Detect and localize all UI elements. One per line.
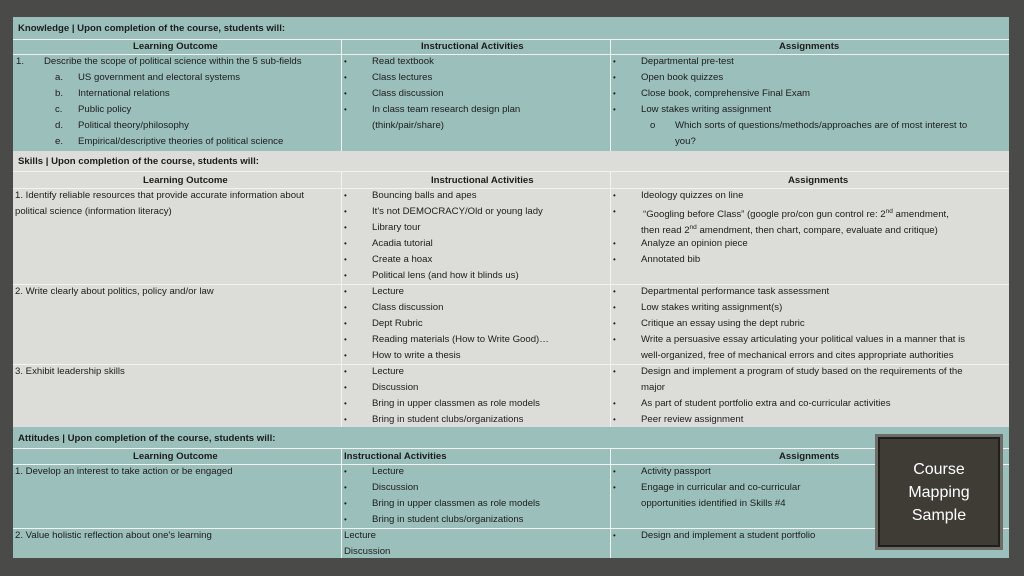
- bullet: •: [613, 531, 616, 540]
- attitudes-header-activities: Instructional Activities: [344, 451, 447, 462]
- assignment-item-continued: opportunities identified in Skills #4: [641, 498, 786, 509]
- outcome-sub-letter: a.: [55, 72, 64, 83]
- attitudes-header-outcome: Learning Outcome: [133, 451, 218, 462]
- bullet: •: [344, 105, 347, 114]
- activity-item: Discussion: [372, 382, 419, 393]
- card-title-line: Sample: [911, 506, 967, 524]
- activity-item: Political lens (and how it blinds us): [372, 270, 519, 281]
- bullet: •: [613, 467, 616, 476]
- bullet: •: [613, 335, 616, 344]
- bullet: •: [344, 303, 347, 312]
- assignment-item-continued: then read 2nd amendment, then chart, compare, evaluate and critique): [641, 224, 938, 236]
- knowledge-header-activities: Instructional Activities: [421, 41, 524, 52]
- bullet: •: [613, 191, 616, 200]
- skills-title: Skills | Upon completion of the course, students will:: [18, 156, 259, 167]
- skills-outcome-2: 2. Write clearly about politics, policy and/or law: [15, 286, 214, 297]
- outcome-sub-text: International relations: [78, 88, 170, 99]
- activity-item: Acadia tutorial: [372, 238, 433, 249]
- activity-item: Discussion: [344, 546, 391, 557]
- assignment-item: Low stakes writing assignment: [641, 104, 772, 115]
- activity-item: Class discussion: [372, 88, 444, 99]
- sub-bullet-marker: o: [650, 120, 656, 131]
- activity-item: Class discussion: [372, 302, 444, 313]
- activity-item: Lecture: [344, 530, 376, 541]
- skills-header-assignments: Assignments: [788, 175, 849, 186]
- activity-item: It's not DEMOCRACY/Old or young lady: [372, 206, 543, 217]
- activity-item: Bring in student clubs/organizations: [372, 514, 524, 525]
- assignment-item: Departmental performance task assessment: [641, 286, 830, 297]
- assignment-item: Peer review assignment: [641, 414, 744, 425]
- assignment-item: Critique an essay using the dept rubric: [641, 318, 805, 329]
- activity-item: In class team research design plan: [372, 104, 521, 115]
- outcome-sub-letter: e.: [55, 136, 64, 147]
- bullet: •: [613, 303, 616, 312]
- assignment-item: Low stakes writing assignment(s): [641, 302, 783, 313]
- activity-item: Bring in upper classmen as role models: [372, 398, 540, 409]
- bullet: •: [344, 207, 347, 216]
- outcome-number: 1.: [16, 56, 25, 67]
- knowledge-section: [13, 17, 1009, 151]
- activity-item: Lecture: [372, 466, 404, 477]
- assignment-item: Ideology quizzes on line: [641, 190, 744, 201]
- bullet: •: [344, 415, 347, 424]
- activity-item: Create a hoax: [372, 254, 433, 265]
- outcome-sub-letter: d.: [55, 120, 64, 131]
- knowledge-header-outcome: Learning Outcome: [133, 41, 218, 52]
- activity-item: Lecture: [372, 366, 404, 377]
- outcome-sub-letter: c.: [55, 104, 63, 115]
- activity-item-continued: (think/pair/share): [372, 120, 444, 131]
- outcome-sub-text: US government and electoral systems: [78, 72, 241, 83]
- assignment-item: Activity passport: [641, 466, 711, 477]
- outcome-sub-text: Public policy: [78, 104, 132, 115]
- assignment-item: Engage in curricular and co-curricular: [641, 482, 801, 493]
- activity-item: How to write a thesis: [372, 350, 461, 361]
- bullet: •: [613, 367, 616, 376]
- bullet: •: [344, 399, 347, 408]
- assignment-item-continued: well-organized, free of mechanical errors and cites appropriate authorities: [641, 350, 954, 361]
- bullet: •: [344, 515, 347, 524]
- assignment-item: Departmental pre-test: [641, 56, 734, 67]
- bullet: •: [613, 207, 616, 216]
- card-title-line: Mapping: [908, 483, 970, 501]
- card-title-line: Course: [913, 460, 965, 478]
- attitudes-outcome-1: 1. Develop an interest to take action or be engaged: [15, 466, 233, 477]
- outcome-sub-text: Political theory/philosophy: [78, 120, 189, 131]
- activity-item: Read textbook: [372, 56, 434, 67]
- knowledge-title: Knowledge | Upon completion of the course, students will:: [18, 23, 286, 34]
- activity-item: Lecture: [372, 286, 404, 297]
- activity-item: Library tour: [372, 222, 421, 233]
- assignment-sub-item: Which sorts of questions/methods/approaches are of most interest to: [675, 120, 968, 131]
- attitudes-outcome-2: 2. Value holistic reflection about one's learning: [15, 530, 212, 541]
- bullet: •: [613, 255, 616, 264]
- bullet: •: [344, 287, 347, 296]
- activity-item: Bring in upper classmen as role models: [372, 498, 540, 509]
- attitudes-title: Attitudes | Upon completion of the course, students will:: [18, 433, 276, 444]
- activity-item: Reading materials (How to Write Good)…: [372, 334, 549, 345]
- skills-header-activities: Instructional Activities: [431, 175, 534, 186]
- skills-outcome-1: 1. Identify reliable resources that provide accurate information about: [15, 190, 305, 201]
- bullet: •: [344, 73, 347, 82]
- bullet: •: [613, 239, 616, 248]
- activity-item: Discussion: [372, 482, 419, 493]
- course-mapping-table: [13, 17, 1009, 558]
- bullet: •: [613, 57, 616, 66]
- bullet: •: [613, 399, 616, 408]
- assignment-item-continued: major: [641, 382, 665, 393]
- activity-item: Bouncing balls and apes: [372, 190, 477, 201]
- skills-section: [13, 151, 1009, 427]
- attitudes-header-assignments: Assignments: [779, 451, 840, 462]
- assignment-item: “Googling before Class” (google pro/con gun control re: 2nd amendment,: [643, 208, 949, 220]
- bullet: •: [344, 255, 347, 264]
- bullet: •: [613, 89, 616, 98]
- skills-outcome-1-continued: political science (information literacy): [15, 206, 172, 217]
- skills-outcome-3: 3. Exhibit leadership skills: [15, 366, 125, 377]
- assignment-item: Open book quizzes: [641, 72, 724, 83]
- assignment-item: Close book, comprehensive Final Exam: [641, 88, 811, 99]
- assignment-item: Write a persuasive essay articulating your political values in a manner that is: [641, 334, 966, 345]
- bullet: •: [344, 89, 347, 98]
- bullet: •: [344, 367, 347, 376]
- bullet: •: [344, 223, 347, 232]
- bullet: •: [613, 73, 616, 82]
- bullet: •: [344, 383, 347, 392]
- assignment-item: Annotated bib: [641, 254, 701, 265]
- course-mapping-title-card: [878, 437, 1000, 547]
- outcome-text: Describe the scope of political science within the 5 sub-fields: [44, 56, 302, 67]
- bullet: •: [613, 415, 616, 424]
- bullet: •: [344, 191, 347, 200]
- bullet: •: [613, 105, 616, 114]
- bullet: •: [613, 483, 616, 492]
- assignment-item: Design and implement a student portfolio: [641, 530, 816, 541]
- assignment-item: As part of student portfolio extra and co-curricular activities: [641, 398, 891, 409]
- bullet: •: [344, 57, 347, 66]
- bullet: •: [344, 351, 347, 360]
- bullet: •: [344, 499, 347, 508]
- activity-item: Class lectures: [372, 72, 433, 83]
- bullet: •: [344, 483, 347, 492]
- bullet: •: [344, 239, 347, 248]
- bullet: •: [344, 319, 347, 328]
- assignment-sub-item-continued: you?: [675, 136, 696, 147]
- skills-header-outcome: Learning Outcome: [143, 175, 228, 186]
- assignment-item: Analyze an opinion piece: [641, 238, 748, 249]
- attitudes-section: [13, 427, 1009, 558]
- bullet: •: [344, 467, 347, 476]
- outcome-sub-letter: b.: [55, 88, 64, 99]
- knowledge-header-assignments: Assignments: [779, 41, 840, 52]
- bullet: •: [613, 319, 616, 328]
- assignment-item: Design and implement a program of study based on the requirements of the: [641, 366, 963, 377]
- outcome-sub-text: Empirical/descriptive theories of political science: [78, 136, 284, 147]
- activity-item: Bring in student clubs/organizations: [372, 414, 524, 425]
- bullet: •: [613, 287, 616, 296]
- bullet: •: [344, 271, 347, 280]
- bullet: •: [344, 335, 347, 344]
- activity-item: Dept Rubric: [372, 318, 423, 329]
